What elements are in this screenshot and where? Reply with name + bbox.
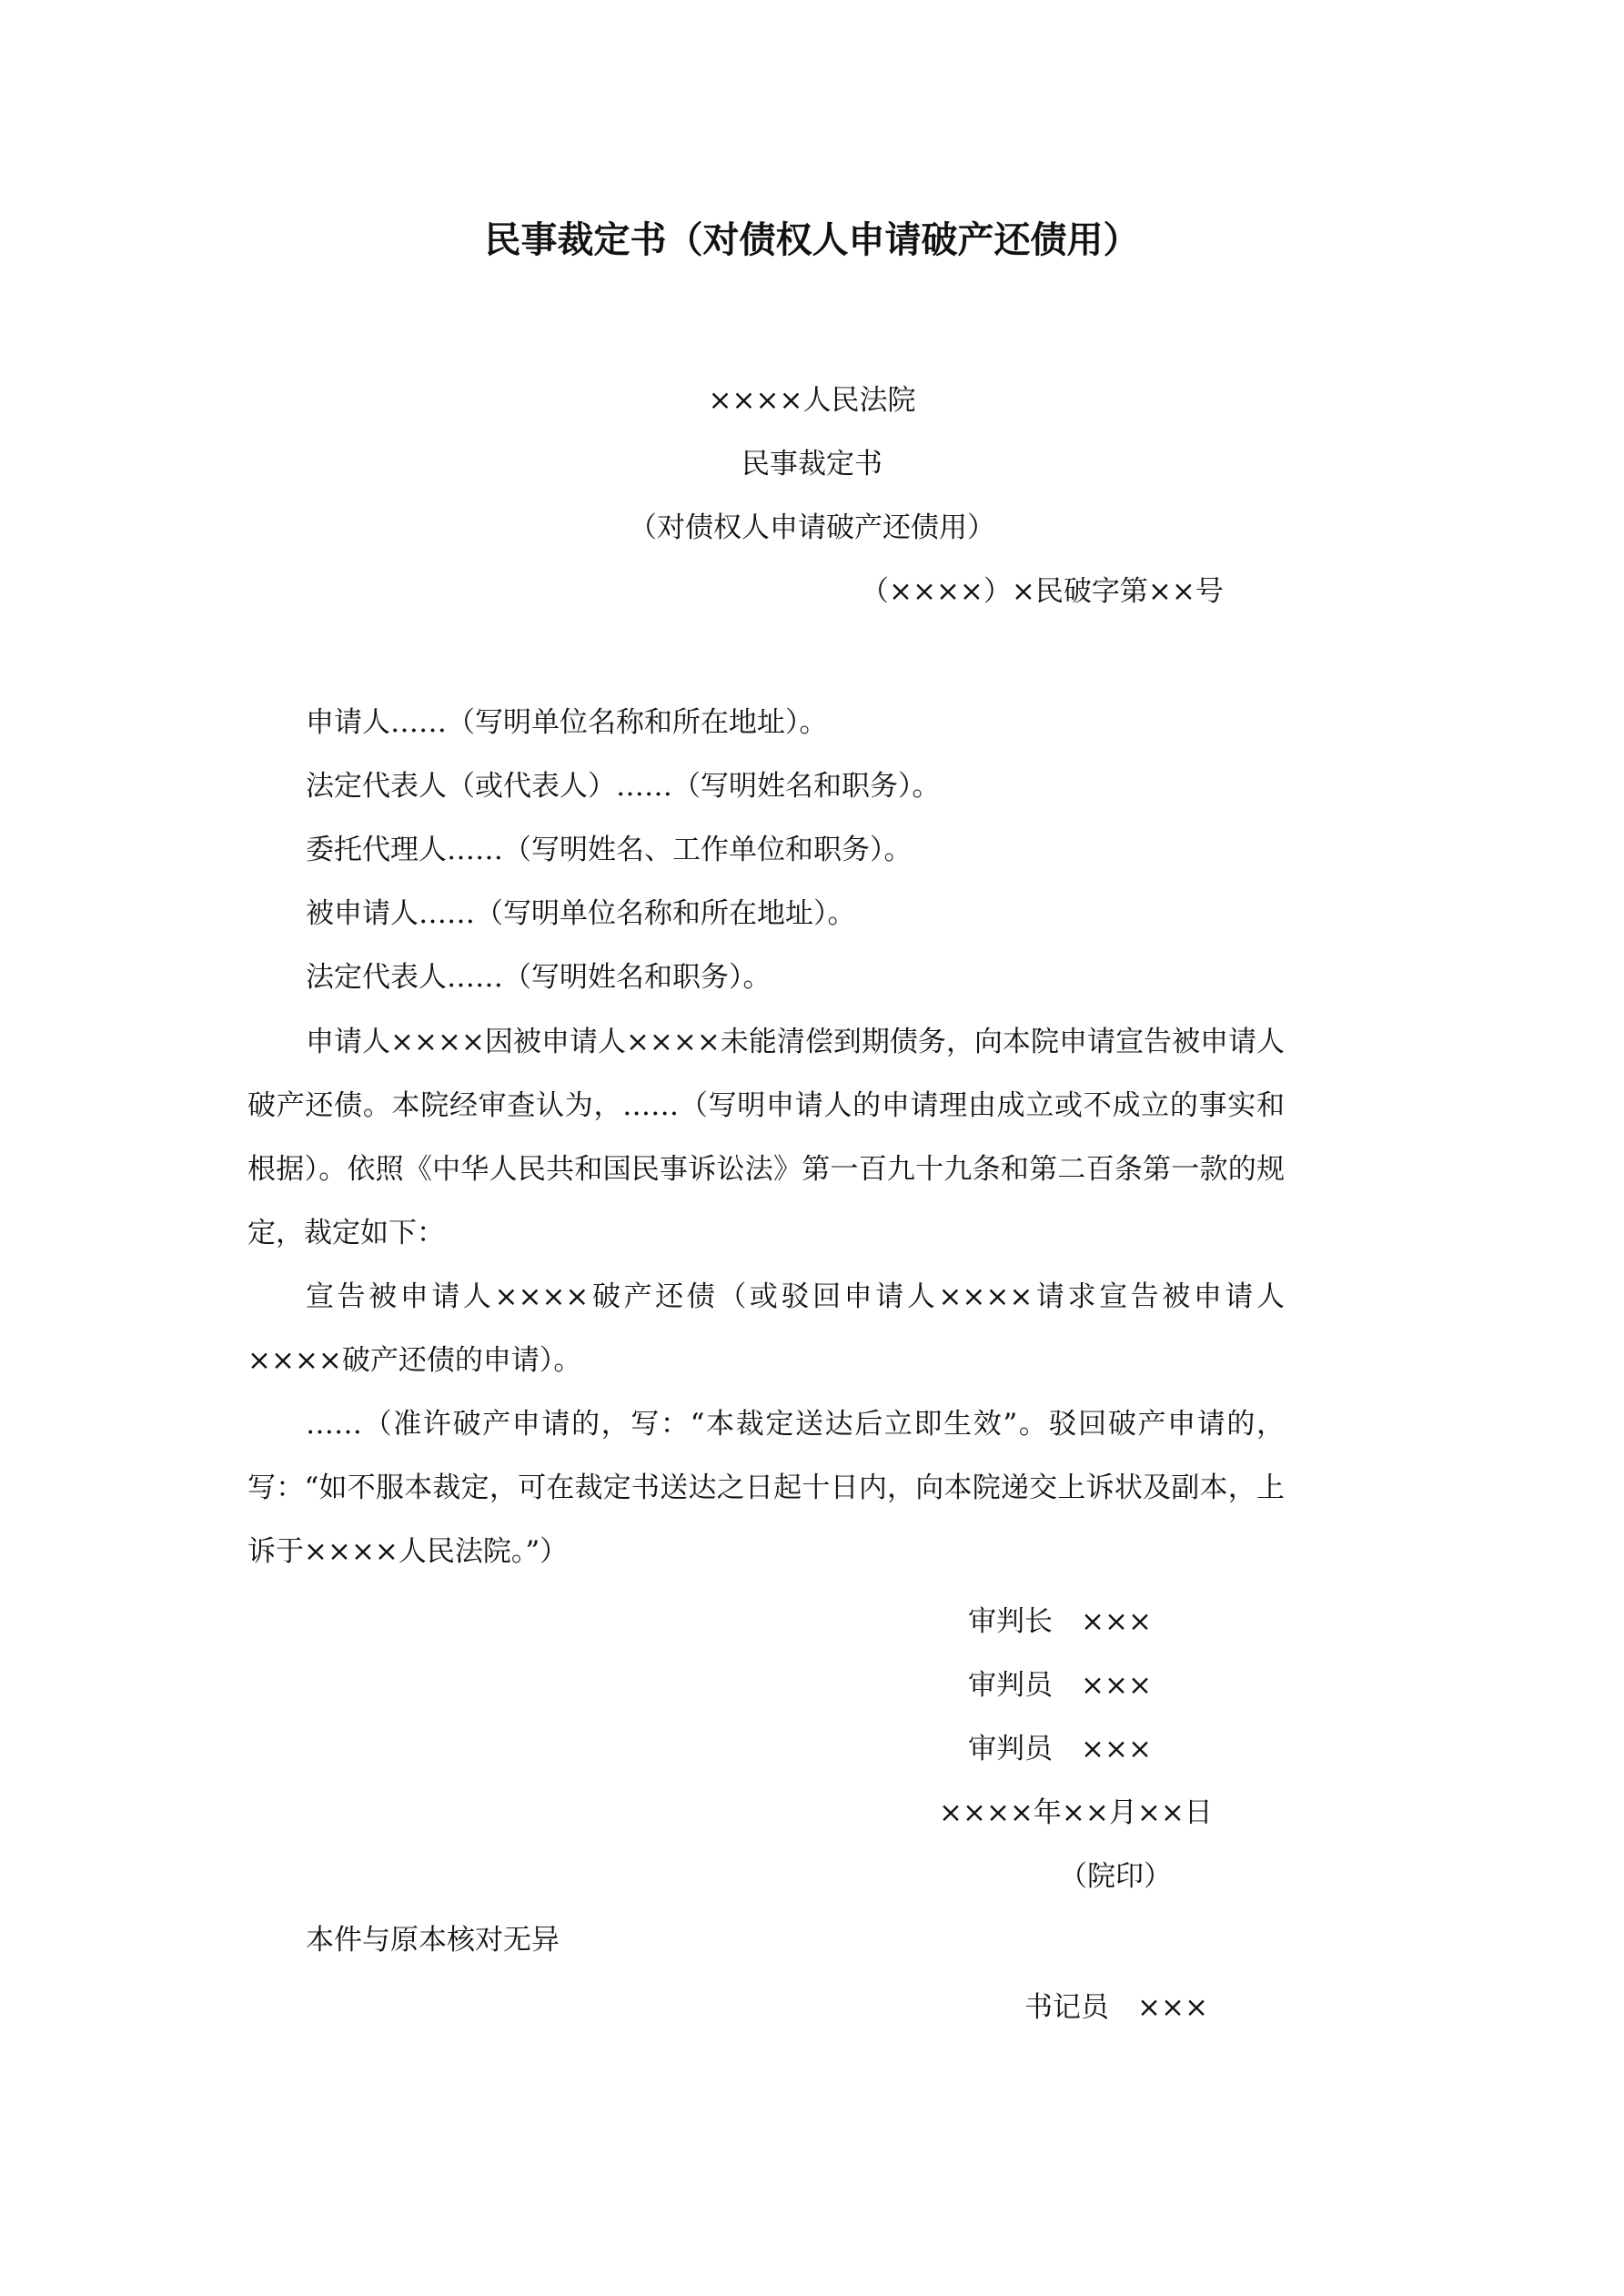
party-line: 法定代表人……（写明姓名和职务）。 xyxy=(306,961,772,994)
clerk-signature: 书记员 ××× xyxy=(1024,1991,1208,2024)
document-subtitle: （对债权人申请破产还债用） xyxy=(629,511,995,544)
document-date: ××××年××月××日 xyxy=(939,1796,1213,1829)
verification-note: 本件与原本核对无异 xyxy=(306,1924,560,1957)
case-number: （××××）×民破字第××号 xyxy=(861,575,1224,608)
signature-line: 审判员 ××× xyxy=(968,1733,1152,1765)
signature-line: 审判长 ××× xyxy=(968,1605,1152,1638)
party-line: 申请人……（写明单位名称和所在地址）。 xyxy=(306,706,828,739)
document-title: 民事裁定书（对债权人申请破产还债用） xyxy=(484,219,1140,261)
court-seal-note: （院印） xyxy=(1059,1860,1172,1893)
signature-line: 审判员 ××× xyxy=(968,1669,1152,1702)
party-line: 法定代表人（或代表人）……（写明姓名和职务）。 xyxy=(306,770,941,803)
body-paragraph: 宣告被申请人××××破产还债（或驳回申请人××××请求宣告被申请人××××破产还债的申请）。 xyxy=(247,1280,1285,1377)
court-name: ××××人民法院 xyxy=(708,384,916,417)
body-paragraph: ……（准许破产申请的，写：“本裁定送达后立即生效”。驳回破产申请的，写：“如不服本裁定，可在裁定书送达之日起十日内，向本院递交上诉状及副本，上诉于××××人民法院。”） xyxy=(247,1408,1285,1568)
body-paragraph: 申请人××××因被申请人××××未能清偿到期债务，向本院申请宣告被申请人破产还债。本院经审查认为，……（写明申请人的申请理由成立或不成立的事实和根据）。依照《中华人民共和国民事诉讼法》第一百九十九条和第二百条第一款的规定，裁定如下： xyxy=(247,1026,1285,1249)
party-line: 被申请人……（写明单位名称和所在地址）。 xyxy=(306,897,856,930)
document-type: 民事裁定书 xyxy=(741,448,883,480)
party-line: 委托代理人……（写明姓名、工作单位和职务）。 xyxy=(306,834,913,866)
